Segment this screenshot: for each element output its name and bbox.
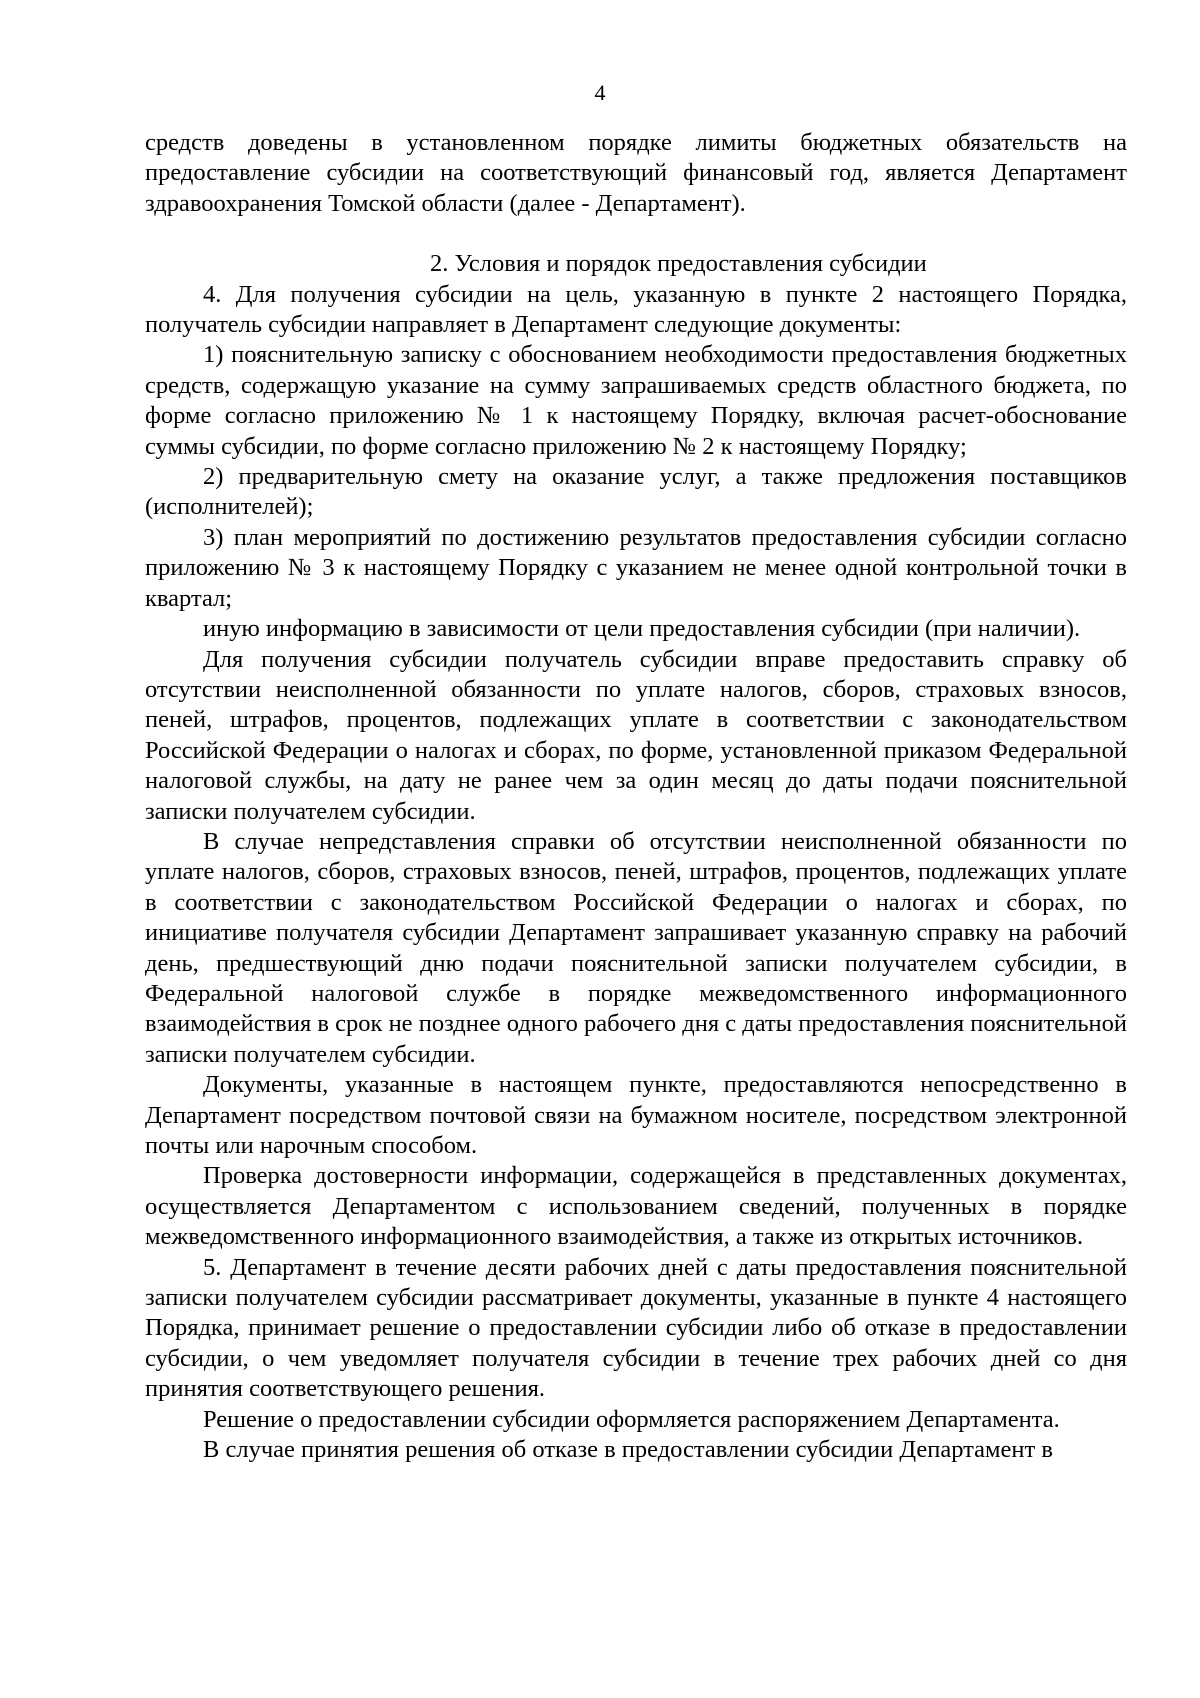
paragraph-document-submission: Документы, указанные в настоящем пункте, предоставляются непосредственно в Департамент посредством почтовой связи на бумажном носителе, посредством электронной почты или нарочным способом. — [145, 1071, 1127, 1159]
page-number: 4 — [594, 80, 606, 105]
paragraph-tax-certificate: Для получения субсидии получатель субсидии вправе предоставить справку об отсутствии неисполненной обязанности по уплате налогов, сборов, страховых взносов, пеней, штрафов, процентов, подлежащих уплате в соответствии с законодательством Российской Федерации о налогах и сборах, по форме, установленной приказом Федеральной налоговой службы, на дату не ранее чем за один месяц до даты подачи пояснительной записки получателем субсидии. — [145, 645, 1127, 825]
paragraph-subitem-3: 3) план мероприятий по достижению результатов предоставления субсидии согласно приложению № 3 к настоящему Порядку с указанием не менее одной контрольной точки в квартал; — [145, 523, 1127, 612]
paragraph-continuation: средств доведены в установленном порядке лимиты бюджетных обязательств на предоставление субсидии на соответствующий финансовый год, является Департамент здравоохранения Томской области (далее - Департамент). — [145, 129, 1127, 217]
section-heading: 2. Условия и порядок предоставления субсидии — [430, 250, 927, 278]
paragraph-subitem-2: 2) предварительную смету на оказание услуг, а также предложения поставщиков (исполнителей); — [145, 463, 1127, 521]
paragraph-verification: Проверка достоверности информации, содержащейся в представленных документах, осуществляется Департаментом с использованием сведений, полученных в порядке межведомственного информационного взаимодействия, а также из открытых источников. — [145, 1162, 1127, 1251]
paragraph-subitem-1: 1) пояснительную записку с обоснованием необходимости предоставления бюджетных средств, содержащую указание на сумму запрашиваемых средств областного бюджета, по форме согласно приложению № 1 к настоящему Порядку, включая расчет-обоснование суммы субсидии, по форме согласно приложению № 2 к настоящему Порядку; — [145, 341, 1127, 460]
paragraph-item-5: 5. Департамент в течение десяти рабочих дней с даты предоставления пояснительной записки получателем субсидии рассматривает документы, указанные в пункте 4 настоящего Порядка, принимает решение о предоставлении субсидии либо об отказе в предоставлении субсидии, о чем уведомляет получателя субсидии в течение трех рабочих дней со дня принятия соответствующего решения. — [145, 1253, 1127, 1403]
paragraph-decision: Решение о предоставлении субсидии оформляется распоряжением Департамента. — [203, 1405, 1060, 1433]
document-body — [145, 128, 1127, 1465]
paragraph-other-info: иную информацию в зависимости от цели предоставления субсидии (при наличии). — [203, 615, 1081, 643]
paragraph-certificate-request: В случае непредставления справки об отсутствии неисполненной обязанности по уплате налогов, сборов, страховых взносов, пеней, штрафов, процентов, подлежащих уплате в соответствии с законодательством Российской Федерации о налогах и сборах, по инициативе получателя субсидии Департамент запрашивает указанную справку на рабочий день, предшествующий дню подачи пояснительной записки получателем субсидии, в Федеральной налоговой службе в порядке межведомственного информационного взаимодействия в срок не позднее одного рабочего дня с даты предоставления пояснительной записки получателем субсидии. — [145, 827, 1127, 1068]
paragraph-item-4: 4. Для получения субсидии на цель, указанную в пункте 2 настоящего Порядка, получатель субсидии направляет в Департамент следующие документы: — [145, 280, 1127, 339]
paragraph-refusal: В случае принятия решения об отказе в предоставлении субсидии Департамент в — [203, 1436, 1053, 1464]
